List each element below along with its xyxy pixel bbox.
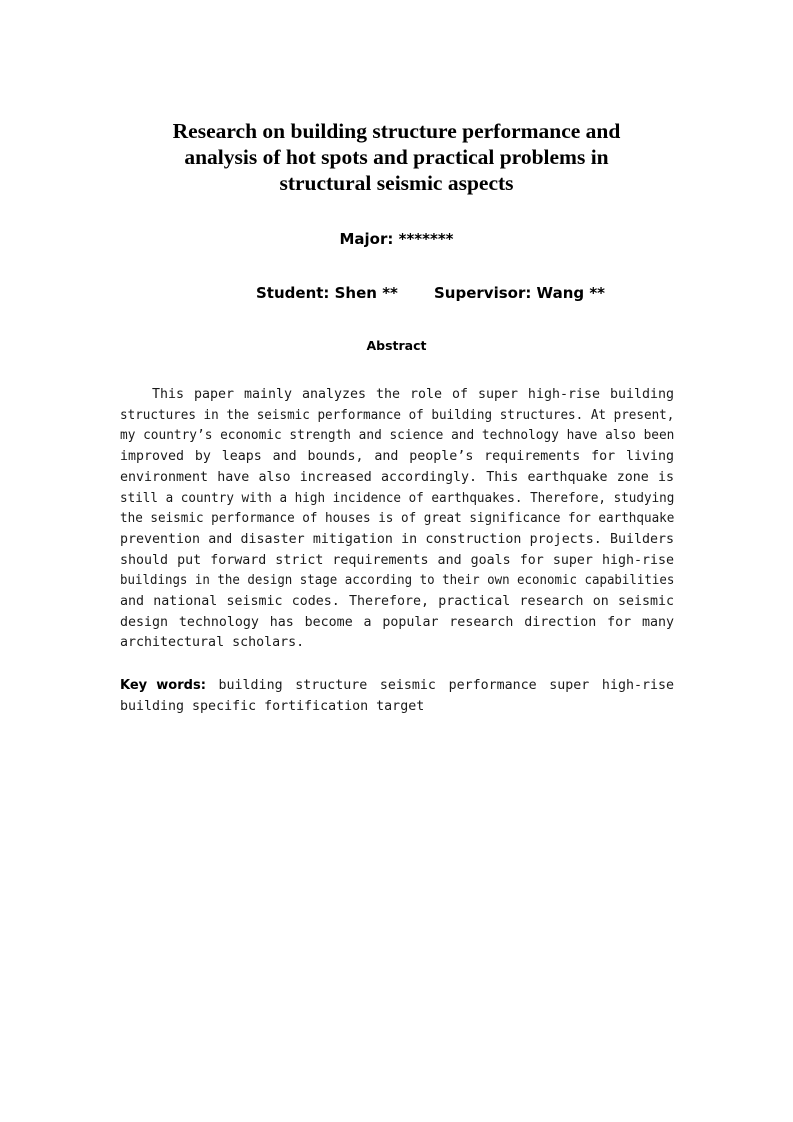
keywords-line: building specific fortification target — [120, 698, 425, 714]
abstract-line: still a country with a high incidence of earthquakes. Therefore, studying — [120, 490, 675, 506]
keywords-line — [120, 676, 674, 697]
keywords-block — [120, 676, 674, 717]
title-line: structural seismic aspects — [279, 171, 514, 195]
abstract-line: should put forward strict requirements and goals for super high-rise — [120, 552, 674, 568]
abstract-line: and national seismic codes. Therefore, practical research on seismic — [120, 594, 674, 610]
abstract-line: improved by leaps and bounds, and people’s requirements for living — [120, 449, 674, 465]
abstract-line: structures in the seismic performance of building structures. At present, — [120, 407, 675, 423]
abstract-line: architectural scholars. — [120, 635, 305, 651]
abstract-line: design technology has become a popular research direction for many — [120, 614, 674, 630]
paper-title — [100, 118, 693, 196]
abstract-line: This paper mainly analyzes the role of super high-rise building — [152, 387, 674, 402]
major-line: Major: ******* — [339, 230, 454, 248]
abstract-line: buildings in the design stage according to their own economic capabilities — [120, 573, 675, 589]
abstract-line: the seismic performance of houses is of great significance for earthquake — [120, 511, 675, 527]
abstract-body — [120, 385, 674, 654]
keywords-text: building structure seismic performance super high-rise — [218, 678, 674, 693]
abstract-line: prevention and disaster mitigation in construction projects. Builders — [120, 531, 674, 547]
abstract-heading: Abstract — [366, 338, 427, 353]
keywords-label: Key words: — [120, 678, 206, 693]
title-line: Research on building structure performance and — [172, 119, 621, 143]
student-name: Student: Shen ** — [256, 284, 398, 302]
abstract-line: my country’s economic strength and science and technology have also been — [120, 428, 675, 444]
title-line: analysis of hot spots and practical problems in — [184, 145, 609, 169]
abstract-line: environment have also increased accordingly. This earthquake zone is — [120, 469, 674, 485]
supervisor-name: Supervisor: Wang ** — [434, 284, 606, 302]
